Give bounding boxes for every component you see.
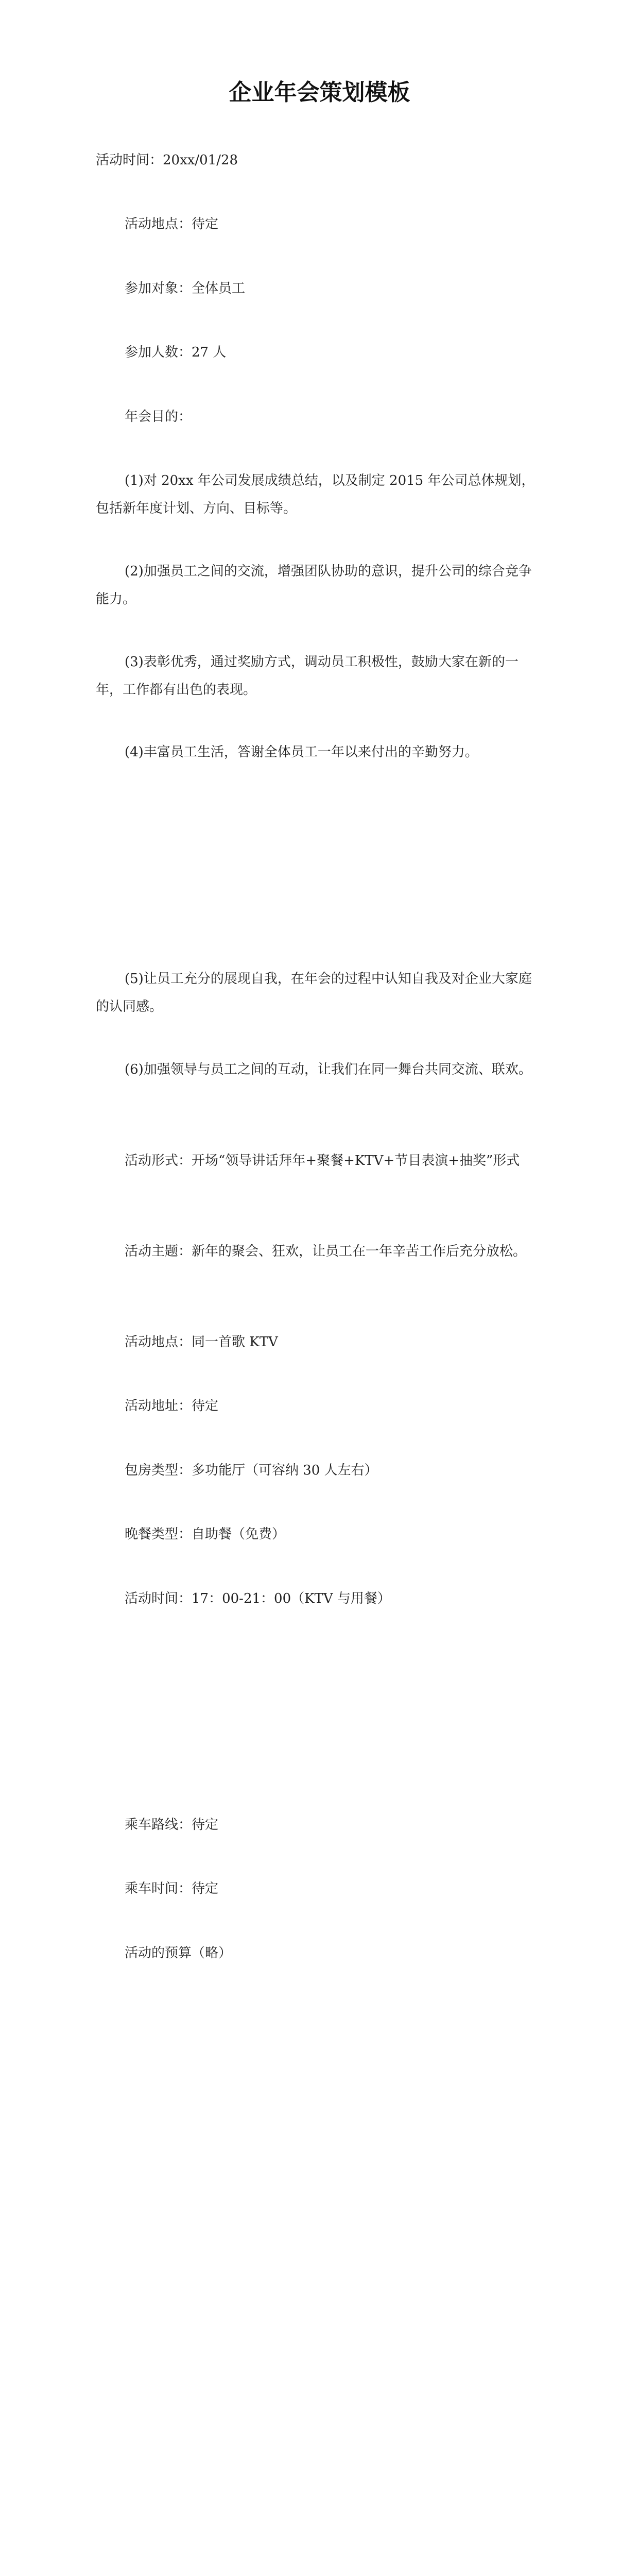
paragraph-purpose-1: (1)对 20xx 年公司发展成绩总结，以及制定 2015 年公司总体规划，包括新年度计划、方向、目标等。 <box>96 473 535 516</box>
paragraph-purpose-6: (6)加强领导与员工之间的互动，让我们在同一舞台共同交流、联欢。 <box>125 1062 532 1077</box>
paragraph-room-type: 包房类型：多功能厅（可容纳 30 人左右） <box>125 1463 378 1478</box>
paragraph-activity-theme: 活动主题：新年的聚会、狂欢，让员工在一年辛苦工作后充分放松。 <box>125 1244 527 1259</box>
paragraph-purpose-3: (3)表彰优秀，通过奖励方式，调动员工积极性，鼓励大家在新的一年，工作都有出色的表现。 <box>96 654 519 698</box>
paragraph-purpose-2: (2)加强员工之间的交流，增强团队协助的意识，提升公司的综合竞争能力。 <box>96 564 532 607</box>
paragraph-purpose-5: (5)让员工充分的展现自我，在年会的过程中认知自我及对企业大家庭的认同感。 <box>96 971 532 1014</box>
paragraph-event-hours: 活动时间：17：00-21：00（KTV 与用餐） <box>125 1591 391 1606</box>
paragraph-activity-format: 活动形式：开场“领导讲话拜年+聚餐+KTV+节目表演+抽奖”形式 <box>125 1153 520 1168</box>
paragraph-purpose-4: (4)丰富员工生活，答谢全体员工一年以来付出的辛勤努力。 <box>125 744 478 760</box>
paragraph-participant-count: 参加人数：27 人 <box>125 345 227 360</box>
paragraph-venue: 活动地点：同一首歌 KTV <box>125 1334 278 1350</box>
document-title: 企业年会策划模板 <box>229 79 410 106</box>
paragraph-activity-location: 活动地点：待定 <box>125 216 219 232</box>
paragraph-activity-time: 活动时间：20xx/01/28 <box>96 152 238 168</box>
paragraph-bus-route: 乘车路线：待定 <box>125 1817 219 1833</box>
paragraph-venue-address: 活动地址：待定 <box>125 1398 219 1414</box>
paragraph-budget: 活动的预算（略） <box>125 1945 232 1961</box>
paragraph-purpose-heading: 年会目的： <box>125 409 192 425</box>
paragraph-dinner-type: 晚餐类型：自助餐（免费） <box>125 1527 286 1542</box>
paragraph-bus-time: 乘车时间：待定 <box>125 1881 219 1896</box>
paragraph-participants: 参加对象：全体员工 <box>125 281 246 296</box>
